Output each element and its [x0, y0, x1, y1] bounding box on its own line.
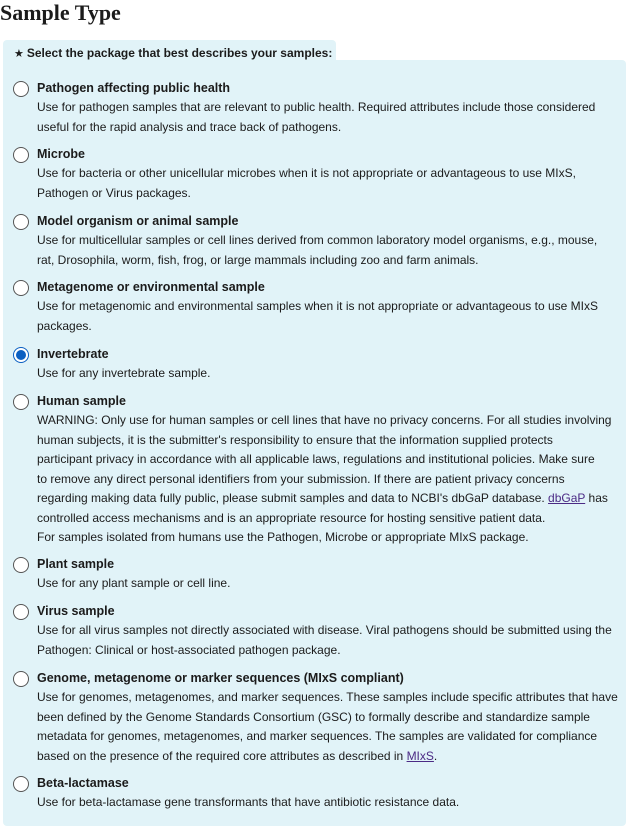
radio-human[interactable] — [13, 394, 29, 410]
option-title: Metagenome or environmental sample — [37, 280, 265, 294]
desc-text: . — [433, 748, 438, 763]
desc-line: Use for all virus samples not directly associated with disease. Viral pathogens should be submitted using the — [37, 623, 612, 637]
radio-microbe[interactable] — [13, 147, 29, 163]
radio-invertebrate[interactable] — [13, 347, 29, 363]
desc-line: metadata for genomes, metagenomes, and marker sequences. The samples are validated for compliance — [37, 729, 598, 743]
desc-text: regarding making data fully public, please submit samples and data to NCBI's dbGaP database. — [37, 491, 549, 505]
option-description — [37, 621, 612, 660]
option-title: Virus sample — [37, 604, 115, 618]
option-description — [37, 793, 607, 813]
radio-mixs[interactable] — [13, 671, 29, 687]
page-title: Sample Type — [0, 0, 121, 25]
required-star-icon: ★ — [14, 48, 24, 60]
radio-plant[interactable] — [13, 557, 29, 573]
desc-line: human subjects, it is the submitter's responsibility to ensure that the information supplied protects — [37, 432, 553, 447]
desc-line: Use for bacteria or other unicellular microbes when it is not appropriate or advantageous to use MIxS, — [37, 166, 576, 180]
radio-beta-lactamase[interactable] — [13, 776, 29, 792]
desc-line: Use for pathogen samples that are relevant to public health. Required attributes include those considered — [37, 100, 596, 114]
radio-metagenome[interactable] — [13, 280, 29, 296]
desc-line: Use for beta-lactamase gene transformants that have antibiotic resistance data. — [37, 795, 460, 809]
desc-line: to remove any direct personal identifiers from your submission. If there are patient privacy concerns — [37, 471, 565, 486]
option-description — [37, 98, 607, 137]
desc-line: Pathogen or Virus packages. — [37, 185, 191, 200]
option-description — [37, 231, 607, 270]
sample-type-panel — [3, 60, 626, 826]
option-title: Plant sample — [37, 557, 115, 571]
desc-line — [37, 489, 607, 509]
desc-line: Pathogen: Clinical or host-associated pathogen package. — [37, 642, 341, 657]
option-description — [37, 364, 607, 384]
option-title: Microbe — [37, 147, 85, 161]
desc-line: Use for genomes, metagenomes, and marker sequences. These samples include specific attributes that have — [37, 690, 618, 704]
option-title: Pathogen affecting public health — [37, 81, 231, 95]
desc-line: participant privacy in accordance with all applicable laws, regulations and institutional policies. Make sure — [37, 452, 595, 466]
desc-line: rat, Drosophila, worm, fish, frog, or large mammals including zoo and farm animals. — [37, 252, 479, 267]
option-title: Human sample — [37, 394, 126, 408]
desc-line: Use for metagenomic and environmental samples when it is not appropriate or advantageous to use MIxS — [37, 299, 598, 313]
desc-line: been defined by the Genome Standards Consortium (GSC) to formally describe and standardize sample — [37, 709, 590, 724]
option-description — [37, 164, 607, 203]
option-description — [37, 411, 612, 548]
option-description — [37, 574, 607, 594]
instruction-text: Select the package that best describes your samples: — [26, 46, 333, 60]
desc-line — [37, 747, 607, 767]
radio-virus[interactable] — [13, 604, 29, 620]
desc-line: Use for any invertebrate sample. — [37, 366, 211, 380]
desc-line: packages. — [37, 318, 92, 333]
option-description — [37, 688, 618, 766]
option-title: Beta-lactamase — [37, 776, 129, 790]
desc-line: useful for the rapid analysis and trace back of pathogens. — [37, 119, 342, 134]
dbgap-link[interactable]: dbGaP — [548, 491, 586, 505]
desc-line: WARNING: Only use for human samples or cell lines that have no privacy concerns. For all studies involving — [37, 413, 612, 427]
option-title: Invertebrate — [37, 347, 109, 361]
desc-line: controlled access mechanisms and is an appropriate resource for hosting sensitive patient data. — [37, 510, 546, 525]
desc-line: Use for any plant sample or cell line. — [37, 576, 231, 590]
desc-line: For samples isolated from humans use the Pathogen, Microbe or appropriate MIxS package. — [37, 530, 529, 544]
option-title: Genome, metagenome or marker sequences (MIxS compliant) — [37, 671, 404, 685]
desc-line: Use for multicellular samples or cell lines derived from common laboratory model organisms, e.g., mouse, — [37, 233, 598, 247]
desc-text: based on the presence of the required core attributes as described in — [37, 748, 407, 763]
desc-text: has — [585, 491, 608, 505]
mixs-link[interactable]: MIxS — [406, 748, 434, 763]
radio-pathogen[interactable] — [13, 81, 29, 97]
option-title: Model organism or animal sample — [37, 214, 239, 228]
option-description — [37, 297, 607, 336]
radio-model-organism[interactable] — [13, 214, 29, 230]
